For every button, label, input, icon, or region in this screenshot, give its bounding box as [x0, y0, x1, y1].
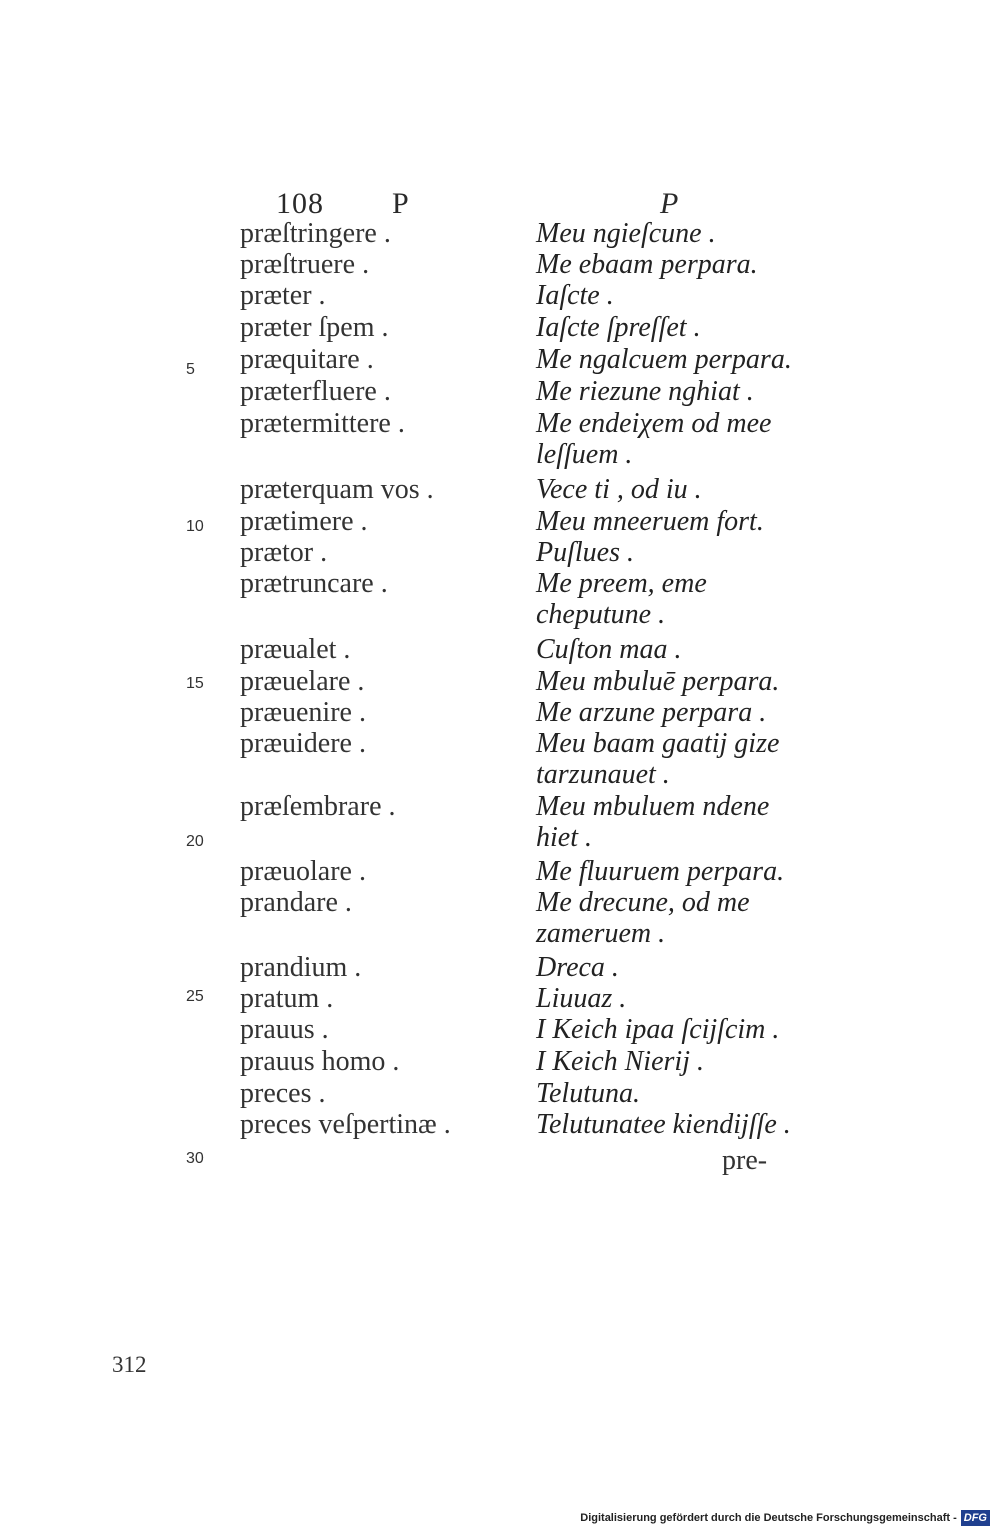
dictionary-entry: [0, 635, 1000, 665]
latin-term: præuolare .: [240, 856, 366, 887]
dictionary-entry: [0, 857, 1000, 887]
albanian-translation: Me drecune, od me zameruem .: [536, 887, 750, 949]
latin-term: præterquam vos .: [240, 474, 434, 505]
latin-term: præquitare .: [240, 344, 374, 375]
latin-term: præuenire .: [240, 697, 366, 728]
dfg-logo: DFG: [961, 1510, 990, 1526]
latin-term: præſtringere .: [240, 218, 391, 249]
latin-term: prauus .: [240, 1014, 329, 1045]
original-page-number: 108: [276, 187, 324, 220]
latin-term: præualet .: [240, 634, 351, 665]
line-number: 5: [186, 361, 195, 378]
albanian-translation: Me fluuruem perpara.: [536, 856, 785, 887]
page-number: 312: [112, 1352, 147, 1377]
albanian-translation: Cuſton maa .: [536, 634, 682, 665]
latin-term: præſembrare .: [240, 791, 396, 822]
dictionary-entry: [0, 1047, 1000, 1077]
footer-text: Digitalisierung gefördert durch die Deutsche Forschungsgemeinschaft -: [580, 1512, 957, 1524]
dictionary-entry: [0, 667, 1000, 697]
albanian-translation: Dreca .: [536, 952, 619, 983]
dictionary-entry: [0, 568, 1000, 630]
latin-term: præſtruere .: [240, 249, 370, 280]
dictionary-entry: [0, 408, 1000, 470]
latin-term: præuelare .: [240, 666, 365, 697]
latin-term: prætimere .: [240, 506, 368, 537]
albanian-translation: Iaſcte ſpreſſet .: [536, 312, 701, 343]
dictionary-entry: [0, 953, 1000, 983]
latin-term: prandium .: [240, 952, 362, 983]
albanian-translation: Me preem, eme cheputune .: [536, 568, 707, 630]
latin-term: præuidere .: [240, 728, 366, 759]
dictionary-entry: [0, 887, 1000, 949]
latin-term: præterfluere .: [240, 376, 391, 407]
latin-term: prætermittere .: [240, 408, 405, 439]
line-number: 10: [186, 518, 204, 535]
left-column-letter: P: [392, 187, 409, 220]
dictionary-entry: [0, 984, 1000, 1014]
dictionary-entry: [0, 507, 1000, 537]
dictionary-entry: [0, 698, 1000, 728]
digitization-footer: [580, 1509, 990, 1527]
catchword: pre-: [722, 1145, 768, 1176]
latin-term: prandare .: [240, 887, 352, 918]
albanian-translation: Puſlues .: [536, 537, 634, 568]
right-column-letter: P: [660, 187, 679, 220]
albanian-translation: Telutunatee kiendijſſe .: [536, 1109, 791, 1140]
dictionary-entry: [0, 728, 1000, 790]
dictionary-entry: [0, 281, 1000, 311]
latin-term: prauus homo .: [240, 1046, 400, 1077]
albanian-translation: Me ebaam perpara.: [536, 249, 758, 280]
latin-term: præter ſpem .: [240, 312, 389, 343]
albanian-translation: Vece ti , od iu .: [536, 474, 702, 505]
albanian-translation: Me arzune perpara .: [536, 697, 767, 728]
dictionary-entry: [0, 313, 1000, 343]
page-header: [0, 184, 1000, 224]
albanian-translation: Me riezune nghiat .: [536, 376, 754, 407]
latin-term: preces veſpertinæ .: [240, 1109, 451, 1140]
dictionary-entry: [0, 345, 1000, 375]
dictionary-entry: [0, 1079, 1000, 1109]
line-number: 30: [186, 1150, 204, 1167]
line-number: 15: [186, 675, 204, 692]
albanian-translation: Telutuna.: [536, 1078, 640, 1109]
albanian-translation: Meu mbuluē perpara.: [536, 666, 780, 697]
line-number: 25: [186, 988, 204, 1005]
latin-term: præter .: [240, 280, 326, 311]
dictionary-entry: [0, 475, 1000, 505]
dictionary-entry: [0, 1110, 1000, 1140]
albanian-translation: Me ngalcuem perpara.: [536, 344, 792, 375]
albanian-translation: Meu mneeruem fort.: [536, 506, 764, 537]
dictionary-entry: [0, 1015, 1000, 1045]
dictionary-entry: [0, 377, 1000, 407]
latin-term: pratum .: [240, 983, 334, 1014]
dictionary-entry: [0, 538, 1000, 568]
albanian-translation: Meu mbuluem ndene hiet .: [536, 791, 770, 853]
albanian-translation: I Keich ipaa ſcijſcim .: [536, 1014, 780, 1045]
albanian-translation: I Keich Nierij .: [536, 1046, 704, 1077]
albanian-translation: Iaſcte .: [536, 280, 614, 311]
dictionary-entry: [0, 250, 1000, 280]
latin-term: preces .: [240, 1078, 326, 1109]
albanian-translation: Meu ngieſcune .: [536, 218, 716, 249]
albanian-translation: Meu baam gaatij gize tarzunauet .: [536, 728, 780, 790]
dictionary-entries: [0, 219, 1000, 1179]
latin-term: prætruncare .: [240, 568, 388, 599]
albanian-translation: Me endeiχem od mee leſſuem .: [536, 408, 772, 470]
dictionary-entry: [0, 219, 1000, 249]
line-number: 20: [186, 833, 204, 850]
albanian-translation: Liuuaz .: [536, 983, 627, 1014]
latin-term: prætor .: [240, 537, 328, 568]
